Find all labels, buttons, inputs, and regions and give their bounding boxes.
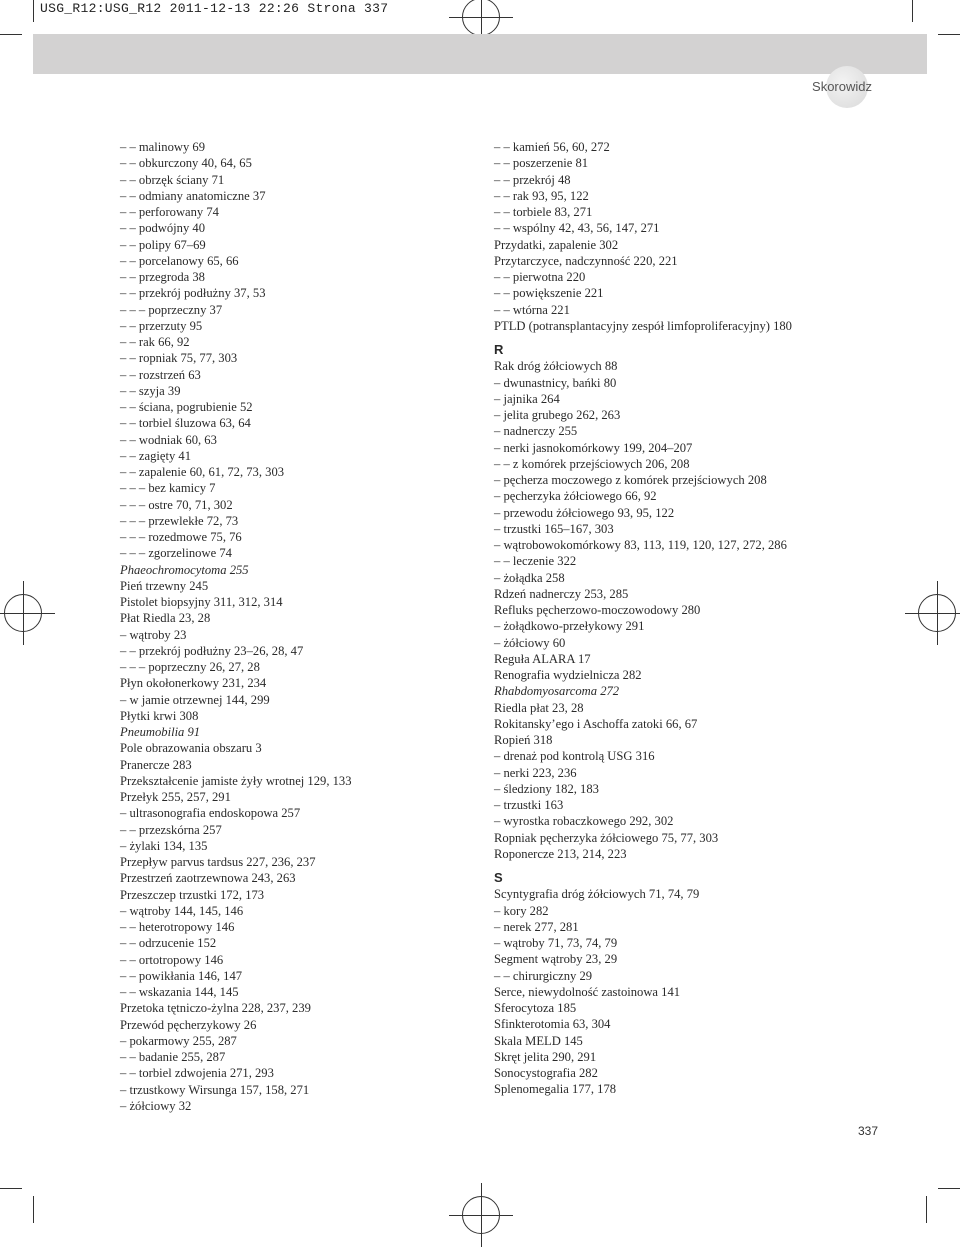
index-entry: Renografia wydzielnicza 282 bbox=[494, 668, 642, 682]
index-entry: Przytarczyce, nadczynność 220, 221 bbox=[494, 253, 678, 268]
index-entry: – – perforowany 74 bbox=[120, 205, 219, 219]
index-entry: – żółciowy 32 bbox=[120, 1098, 192, 1113]
index-entry: Refluks pęcherzowo-moczowodowy 280 bbox=[494, 603, 701, 617]
index-entry: – – ortotropowy 146 bbox=[120, 952, 224, 967]
index-entry: Scyntygrafia dróg żółciowych 71, 74, 79 bbox=[494, 887, 700, 902]
index-entry: Splenomegalia 177, 178 bbox=[494, 1082, 617, 1097]
index-entry: – żylaki 134, 135 bbox=[120, 838, 208, 853]
index-entry: – – poszerzenie 81 bbox=[494, 156, 589, 171]
index-entry: – – – rozedmowe 75, 76 bbox=[120, 530, 242, 544]
crop-mark bbox=[0, 34, 22, 35]
index-entry: – – podwójny 40 bbox=[120, 221, 206, 236]
index-entry: – – rak 93, 95, 122 bbox=[494, 188, 589, 203]
index-entry: – – przekrój podłużny 37, 53 bbox=[120, 286, 266, 301]
index-entry: – trzustki 163 bbox=[494, 798, 564, 812]
index-entry: – – heterotropowy 146 bbox=[120, 920, 235, 934]
index-entry: – – szyja 39 bbox=[120, 383, 181, 398]
section-title: Skorowidz bbox=[812, 79, 872, 94]
index-letter-heading: R bbox=[494, 342, 504, 357]
index-entry: – – powikłania 146, 147 bbox=[120, 968, 243, 983]
index-entry: – żołądkowo-przełykowy 291 bbox=[494, 619, 645, 634]
index-entry: – nadnerczy 255 bbox=[494, 424, 578, 439]
index-entry: – – odrzucenie 152 bbox=[120, 936, 217, 951]
index-entry: – wątroby 23 bbox=[120, 627, 187, 642]
index-entry: – – – poprzeczny 26, 27, 28 bbox=[120, 660, 260, 674]
index-entry: – trzustki 165–167, 303 bbox=[494, 521, 614, 536]
index-entry: – – polipy 67–69 bbox=[120, 237, 206, 252]
index-entry: Riedla płat 23, 28 bbox=[494, 700, 584, 715]
index-entry: Rdzeń nadnerczy 253, 285 bbox=[494, 586, 629, 601]
index-entry: – – pierwotna 220 bbox=[494, 270, 586, 284]
registration-mark-icon bbox=[462, 0, 500, 36]
crop-mark bbox=[0, 1188, 22, 1189]
index-entry: Pistolet biopsyjny 311, 312, 314 bbox=[120, 595, 283, 609]
registration-mark-icon bbox=[462, 1196, 500, 1234]
index-entry: Przydatki, zapalenie 302 bbox=[494, 237, 619, 252]
index-entry: Ropniak pęcherzyka żółciowego 75, 77, 303 bbox=[494, 830, 719, 845]
index-letter-heading: S bbox=[494, 870, 503, 885]
index-entry: – – porcelanowy 65, 66 bbox=[120, 253, 239, 268]
index-entry: – przewodu żółciowego 93, 95, 122 bbox=[494, 505, 675, 520]
index-entry: – nerki jasnokomórkowy 199, 204–207 bbox=[494, 440, 693, 455]
index-entry: Skręt jelita 290, 291 bbox=[494, 1049, 597, 1064]
index-entry: – – – zgorzelinowe 74 bbox=[120, 546, 232, 561]
index-entry: – pęcherza moczowego z komórek przejściowych 208 bbox=[494, 473, 767, 487]
index-entry: Płyn okołonerkowy 231, 234 bbox=[120, 676, 267, 691]
index-entry: – śledziony 182, 183 bbox=[494, 781, 599, 796]
index-entry: Przetoka tętniczo-żylna 228, 237, 239 bbox=[120, 1001, 311, 1016]
index-entry: – – wtórna 221 bbox=[494, 302, 570, 317]
index-entry: – – z komórek przejściowych 206, 208 bbox=[494, 456, 690, 471]
crop-mark bbox=[926, 1196, 927, 1223]
index-entry: Płytki krwi 308 bbox=[120, 708, 199, 723]
index-entry: – wyrostka robaczkowego 292, 302 bbox=[494, 814, 674, 829]
index-column-right bbox=[494, 139, 834, 1098]
index-entry: – nerek 277, 281 bbox=[494, 919, 579, 934]
index-entry: – – przerzuty 95 bbox=[120, 318, 203, 333]
index-entry: – – wskazania 144, 145 bbox=[120, 985, 239, 999]
index-entry: – – obrzęk ściany 71 bbox=[120, 172, 225, 187]
index-entry: – w jamie otrzewnej 144, 299 bbox=[120, 692, 270, 707]
index-entry: – – chirurgiczny 29 bbox=[494, 968, 593, 983]
index-entry: Serce, niewydolność zastoinowa 141 bbox=[494, 984, 681, 999]
crop-mark bbox=[938, 1188, 960, 1189]
crop-mark bbox=[912, 0, 913, 22]
index-entry: Pole obrazowania obszaru 3 bbox=[120, 741, 262, 756]
index-entry: – – wodniak 60, 63 bbox=[120, 432, 217, 447]
index-entry: – – – poprzeczny 37 bbox=[120, 302, 223, 317]
index-entry: – – rozstrzeń 63 bbox=[120, 367, 201, 382]
index-entry: Pień trzewny 245 bbox=[120, 578, 209, 593]
index-entry: – – przekrój podłużny 23–26, 28, 47 bbox=[120, 643, 304, 658]
index-entry: – – malinowy 69 bbox=[120, 140, 206, 154]
index-entry: – – torbiel zdwojenia 271, 293 bbox=[120, 1066, 274, 1081]
index-entry: – – torbiel śluzowa 63, 64 bbox=[120, 416, 251, 431]
index-entry: – trzustkowy Wirsunga 157, 158, 271 bbox=[120, 1082, 310, 1097]
index-entry: PTLD (potransplantacyjny zespół limfoproliferacyjny) 180 bbox=[494, 318, 792, 333]
index-entry: – wątroby 71, 73, 74, 79 bbox=[494, 936, 618, 950]
index-entry: – pokarmowy 255, 287 bbox=[120, 1033, 237, 1048]
index-entry: Rak dróg żółciowych 88 bbox=[494, 359, 618, 374]
header-band bbox=[33, 34, 927, 74]
index-entry: Roponercze 213, 214, 223 bbox=[494, 846, 627, 861]
index-entry: – – – ostre 70, 71, 302 bbox=[120, 497, 233, 512]
registration-mark-icon bbox=[918, 594, 956, 632]
index-entry: – – ściana, pogrubienie 52 bbox=[120, 400, 253, 414]
index-entry: – – leczenie 322 bbox=[494, 554, 577, 569]
index-entry: – ultrasonografia endoskopowa 257 bbox=[120, 806, 301, 821]
index-entry: – – przegroda 38 bbox=[120, 270, 205, 284]
index-entry: – – przezskórna 257 bbox=[120, 822, 222, 837]
index-entry: – – wspólny 42, 43, 56, 147, 271 bbox=[494, 221, 660, 236]
index-entry: – wątrobowokomórkowy 83, 113, 119, 120, 127, 272, 286 bbox=[494, 538, 787, 552]
index-entry: – – – przewlekłe 72, 73 bbox=[120, 513, 239, 528]
index-entry: Przeszczep trzustki 172, 173 bbox=[120, 887, 265, 902]
index-entry: Płat Riedla 23, 28 bbox=[120, 611, 211, 626]
index-entry: – – zapalenie 60, 61, 72, 73, 303 bbox=[120, 465, 285, 479]
index-entry: – kory 282 bbox=[494, 903, 549, 918]
crop-mark bbox=[33, 1196, 34, 1223]
index-entry: – – zagięty 41 bbox=[120, 448, 191, 463]
index-entry: – – torbiele 83, 271 bbox=[494, 205, 593, 219]
index-entry: – – obkurczony 40, 64, 65 bbox=[120, 156, 252, 171]
index-entry: Skala MELD 145 bbox=[494, 1033, 583, 1048]
index-entry: – dwunastnicy, bańki 80 bbox=[494, 375, 617, 390]
index-entry: Segment wątroby 23, 29 bbox=[494, 952, 618, 967]
index-entry: – – ropniak 75, 77, 303 bbox=[120, 351, 238, 366]
page-number: 337 bbox=[858, 1124, 879, 1138]
index-entry: Pneumobilia 91 bbox=[120, 725, 201, 739]
index-entry: Przekształcenie jamiste żyły wrotnej 129, 133 bbox=[120, 773, 352, 788]
index-entry: – jajnika 264 bbox=[494, 391, 560, 406]
index-entry: Rhabdomyosarcoma 272 bbox=[494, 684, 620, 699]
registration-mark-icon bbox=[4, 594, 42, 632]
index-entry: Sfinkterotomia 63, 304 bbox=[494, 1017, 611, 1032]
index-entry: – nerki 223, 236 bbox=[494, 765, 577, 780]
index-entry: – – – bez kamicy 7 bbox=[120, 481, 216, 496]
index-entry: – żółciowy 60 bbox=[494, 635, 566, 650]
index-entry: Przestrzeń zaotrzewnowa 243, 263 bbox=[120, 871, 296, 886]
index-entry: Przewód pęcherzykowy 26 bbox=[120, 1017, 257, 1032]
index-entry: – – powiększenie 221 bbox=[494, 286, 604, 301]
index-entry: – – badanie 255, 287 bbox=[120, 1050, 226, 1064]
index-entry: – – przekrój 48 bbox=[494, 172, 571, 187]
index-entry: Sonocystografia 282 bbox=[494, 1066, 598, 1080]
index-entry: Ropień 318 bbox=[494, 733, 553, 747]
index-entry: – – rak 66, 92 bbox=[120, 335, 190, 349]
index-column-left bbox=[120, 139, 460, 1114]
index-entry: Rokitansky’ego i Aschoffa zatoki 66, 67 bbox=[494, 716, 698, 731]
index-entry: Pranercze 283 bbox=[120, 757, 192, 772]
index-entry: – jelita grubego 262, 263 bbox=[494, 408, 621, 422]
index-entry: – drenaż pod kontrolą USG 316 bbox=[494, 749, 655, 764]
index-entry: Przełyk 255, 257, 291 bbox=[120, 790, 231, 804]
index-entry: Przepływ parvus tardsus 227, 236, 237 bbox=[120, 855, 316, 869]
crop-mark bbox=[938, 34, 960, 35]
index-entry: – – kamień 56, 60, 272 bbox=[494, 140, 610, 154]
index-entry: Reguła ALARA 17 bbox=[494, 651, 591, 666]
print-slug: USG_R12:USG_R12 2011-12-13 22:26 Strona 337 bbox=[40, 1, 389, 16]
index-entry: – wątroby 144, 145, 146 bbox=[120, 903, 244, 918]
index-entry: – żołądka 258 bbox=[494, 570, 565, 585]
crop-mark bbox=[33, 0, 34, 22]
index-entry: – pęcherzyka żółciowego 66, 92 bbox=[494, 489, 657, 504]
index-entry: Sferocytoza 185 bbox=[494, 1001, 577, 1015]
index-entry: – – odmiany anatomiczne 37 bbox=[120, 188, 266, 203]
index-entry: Phaeochromocytoma 255 bbox=[120, 562, 249, 577]
